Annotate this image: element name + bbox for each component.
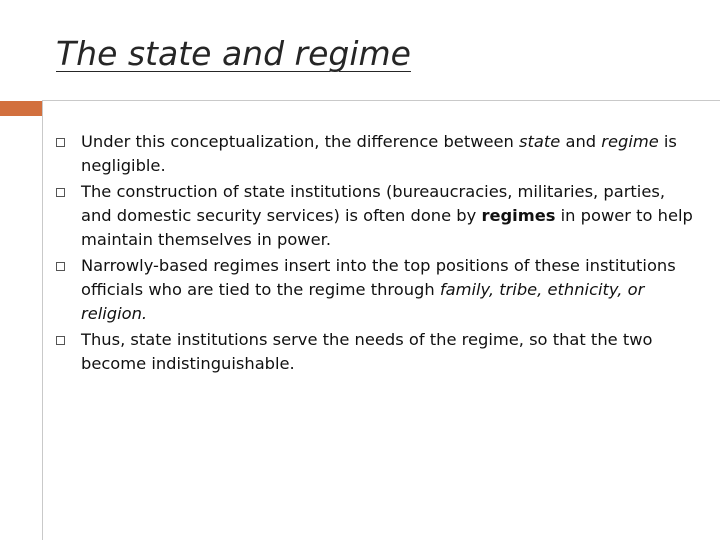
- accent-block: [0, 101, 42, 116]
- bullet-text: [81, 256, 676, 323]
- bullet-text-segment: The construction of state institutions (bureaucracies, militaries, parties, and domestic security services) is often done by: [81, 182, 665, 225]
- bullet-text-italic: family, tribe, ethnicity, or religion.: [81, 280, 645, 323]
- hollow-square-bullet-icon: [56, 138, 65, 147]
- bullet-text-italic: regime: [601, 132, 659, 151]
- bullet-text-segment: and: [560, 132, 602, 151]
- bullet-text-segment: Under this conceptualization, the difference between: [81, 132, 520, 151]
- hollow-square-bullet-icon: [56, 188, 65, 197]
- bullet-list: [56, 130, 696, 378]
- bullet-text-segment: Thus, state institutions serve the needs of the regime, so that the two become indistinguishable.: [81, 330, 653, 373]
- bullet-text-segment: in power to help maintain themselves in power.: [81, 206, 693, 249]
- bullet-item: [56, 180, 696, 252]
- hollow-square-bullet-icon: [56, 262, 65, 271]
- bullet-text-bold: regimes: [481, 206, 556, 225]
- bullet-item: [56, 130, 696, 178]
- bullet-text-segment: Narrowly-based regimes insert into the top positions of these institutions officials who are tied to the regime through: [81, 256, 676, 299]
- bullet-text-segment: is negligible.: [81, 132, 677, 175]
- slide-title: The state and regime: [56, 34, 411, 73]
- bullet-text: [81, 132, 677, 175]
- title-rule: [42, 100, 720, 101]
- bullet-text-italic: state: [519, 132, 561, 151]
- bullet-text: [81, 330, 653, 373]
- bullet-item: [56, 254, 696, 326]
- bullet-item: [56, 328, 696, 376]
- left-rule: [42, 101, 43, 540]
- hollow-square-bullet-icon: [56, 336, 65, 345]
- bullet-text: [81, 182, 693, 249]
